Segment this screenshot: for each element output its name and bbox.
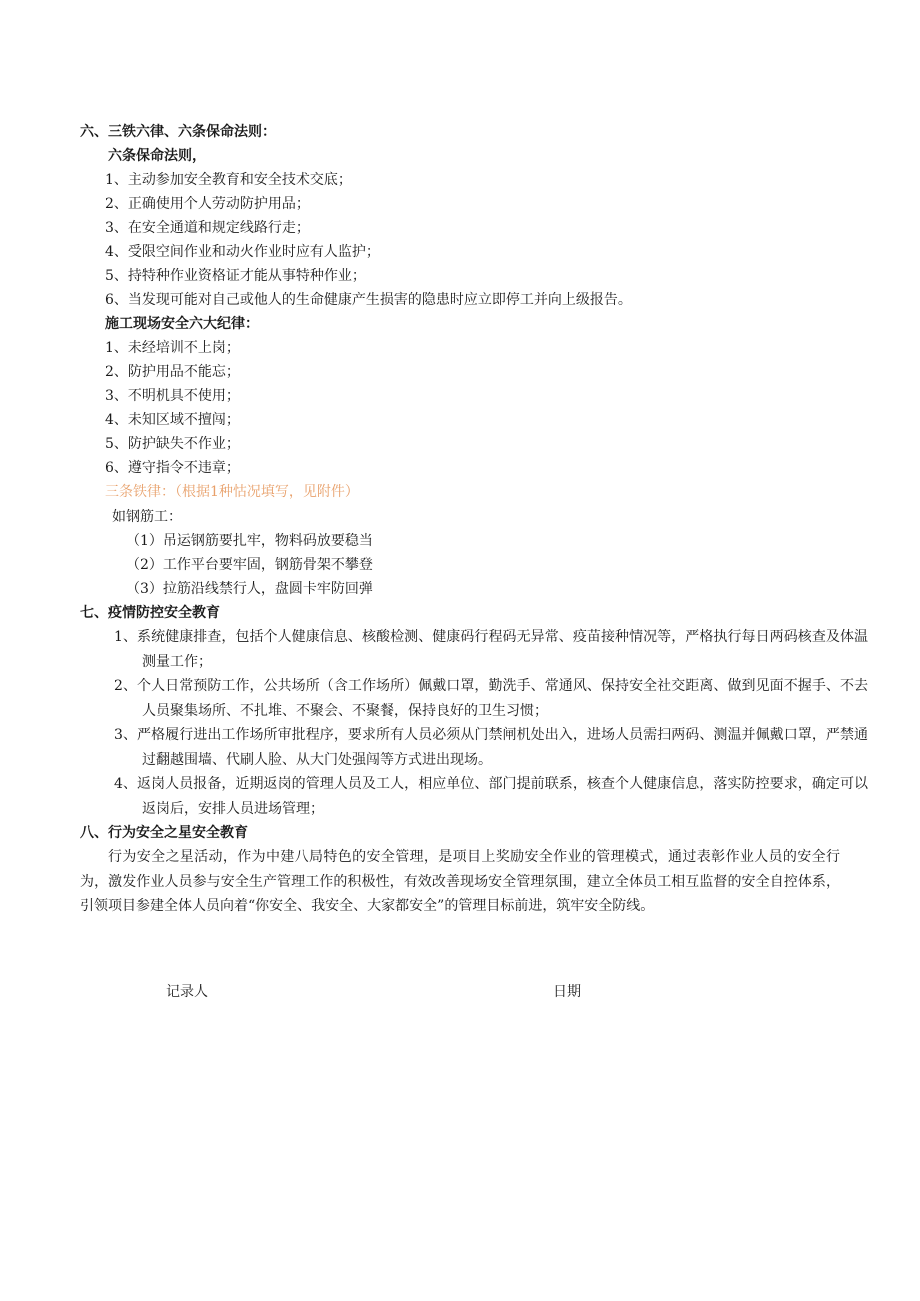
iron-item: （2）工作平台要牢固，钢筋骨架不攀登 xyxy=(126,557,373,573)
iron-rules-label: 三条铁律： xyxy=(105,484,175,500)
rule-item: 5、持特种作业资格证才能从事特种作业； xyxy=(105,268,366,284)
epidemic-item: 3、严格履行进出工作场所审批程序，要求所有人员必须从门禁闸机处出入，进场人员需扫两码、测温并佩戴口罩，严禁通过翻越围墙、代刷人脸、从大门处强闯等方式进出现场。 xyxy=(114,727,868,768)
epidemic-item: 2、个人日常预防工作，公共场所（含工作场所）佩戴口罩，勤洗手、常通风、保持安全社交距离、做到见面不握手、不去人员聚集场所、不扎堆、不聚会、不聚餐，保持良好的卫生习惯； xyxy=(114,678,868,719)
rule-item: 2、正确使用个人劳动防护用品； xyxy=(105,196,310,212)
section-8-title: 八、行为安全之星安全教育 xyxy=(80,825,248,841)
epidemic-item: 1、系统健康排查，包括个人健康信息、核酸检测、健康码行程码无异常、疫苗接种情况等，严格执行每日两码核查及体温测量工作； xyxy=(114,629,868,670)
discipline-item: 4、未知区域不擅闯； xyxy=(105,412,240,428)
iron-item: （1）吊运钢筋要扎牢，物料码放要稳当 xyxy=(126,533,373,549)
discipline-item: 3、不明机具不使用； xyxy=(105,388,240,404)
epidemic-item: 4、返岗人员报备，近期返岗的管理人员及工人，相应单位、部门提前联系，核查个人健康信息，落实防控要求，确定可以返岗后，安排人员进场管理； xyxy=(114,776,868,817)
discipline-title: 施工现场安全六大纪律： xyxy=(105,316,259,332)
discipline-item: 6、遵守指令不违章； xyxy=(105,460,240,476)
section-8-body: 行为安全之星活动，作为中建八局特色的安全管理，是项目上奖励安全作业的管理模式，通过表彰作业人员的安全行为，激发作业人员参与安全生产管理工作的积极性，有效改善现场安全管理氛围，建立全体员工相互监督的安全自控体系，引领项目参建全体人员向着“你安全、我安全、大家都安全”的管理目标前进，筑牢安全防线。 xyxy=(80,849,840,914)
rule-item: 3、在安全通道和规定线路行走； xyxy=(105,220,310,236)
iron-rules-note: （根据1种怙况填写，见附件） xyxy=(175,484,359,500)
discipline-item: 2、防护用品不能忘； xyxy=(105,364,240,380)
section-7-title: 七、疫情防控安全教育 xyxy=(80,605,220,621)
example-label: 如钢筋工： xyxy=(112,509,182,525)
discipline-item: 1、未经培训不上岗； xyxy=(105,340,240,356)
discipline-item: 5、防护缺失不作业； xyxy=(105,436,240,452)
date-label: 日期 xyxy=(553,984,581,1000)
section-6-title: 六、三铁六律、六条保命法则： xyxy=(80,124,276,140)
rule-item: 4、受限空间作业和动火作业时应有人监护； xyxy=(105,244,380,260)
iron-rules-line xyxy=(105,480,359,504)
iron-item: （3）拉筋沿线禁行人，盘圆卡牢防回弹 xyxy=(126,581,373,597)
rule-item: 1、主动参加安全教育和安全技术交底； xyxy=(105,172,352,188)
rules-title: 六条保命法则， xyxy=(108,148,206,164)
recorder-label: 记录人 xyxy=(166,984,208,1000)
rule-item: 6、当发现可能对自己或他人的生命健康产生损害的隐患时应立即停工并向上级报告。 xyxy=(105,292,632,308)
